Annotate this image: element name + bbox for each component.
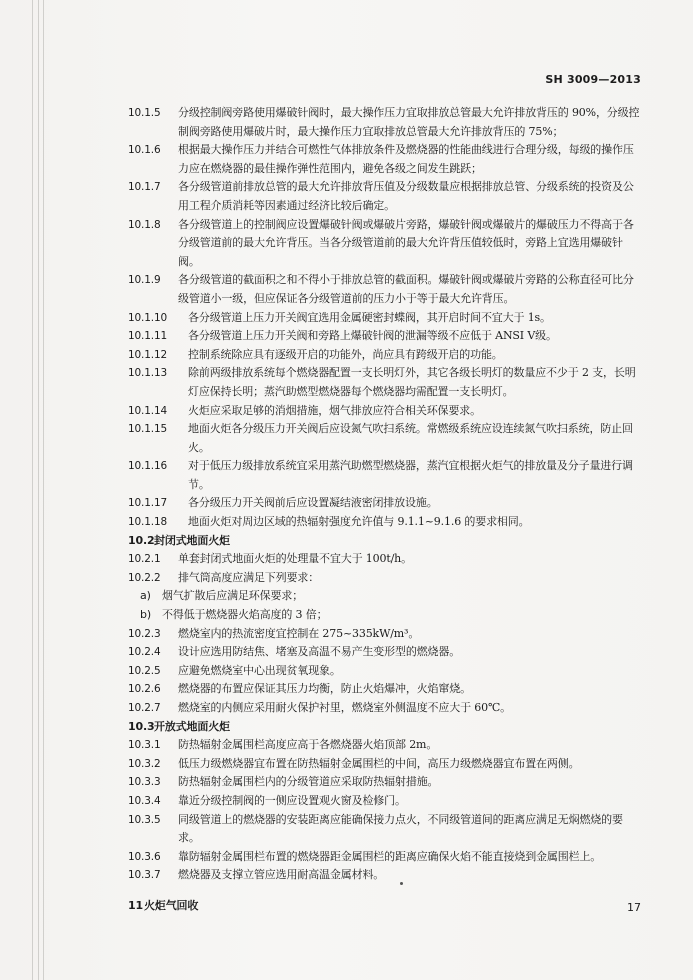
clause-text: 燃烧室内的热流密度宜控制在 275~335kW/m³。 bbox=[178, 626, 420, 640]
clause bbox=[128, 513, 644, 532]
section-heading-10-2 bbox=[128, 532, 644, 551]
section-heading-10-3 bbox=[128, 718, 644, 737]
clause-number: 10.2.2 bbox=[128, 571, 161, 584]
clause-text: 单套封闭式地面火炬的处理量不宜大于 100t/h。 bbox=[178, 552, 412, 566]
clause bbox=[128, 402, 644, 421]
clause bbox=[128, 773, 644, 792]
clause bbox=[128, 494, 644, 513]
clause-text: 各分级管道上压力开关阀和旁路上爆破针阀的泄漏等级不应低于 ANSI Ⅴ级。 bbox=[188, 329, 557, 343]
list-item-text: 烟气扩散后应满足环保要求； bbox=[162, 589, 304, 603]
list-item bbox=[128, 606, 644, 625]
clause-text: 控制系统除应具有逐级开启的功能外，尚应具有跨级开启的功能。 bbox=[188, 347, 503, 361]
clause-text: 地面火炬各分级压力开关阀后应设氮气吹扫系统。常燃级系统应设连续氮气吹扫系统，防止回火。 bbox=[188, 422, 633, 454]
clause bbox=[128, 643, 644, 662]
section-number: 10.2 bbox=[128, 533, 155, 547]
clause-text: 地面火炬对周边区域的热辐射强度允许值与 9.1.1~9.1.6 的要求相同。 bbox=[188, 515, 530, 529]
clause-number: 10.1.5 bbox=[128, 107, 161, 119]
clause-text: 对于低压力级排放系统宜采用蒸汽助燃型燃烧器，蒸汽宜根据火炬气的排放量及分子量进行调节。 bbox=[188, 459, 633, 491]
clause-text: 靠近分级控制阀的一侧应设置观火窗及检修门。 bbox=[178, 793, 406, 807]
clause-number: 10.2.4 bbox=[128, 646, 161, 659]
clause-text: 应避免燃烧室中心出现贫氧现象。 bbox=[178, 663, 341, 677]
clause-number: 10.2.6 bbox=[128, 683, 161, 696]
clause bbox=[128, 420, 644, 457]
clause bbox=[128, 550, 644, 569]
clause-text: 各分级管道前排放总管的最大允许排放背压值及分级数量应根据排放总管、分级系统的投资及公用工程介质消耗等因素通过经济比较后确定。 bbox=[178, 180, 634, 212]
clause-text: 燃烧室的内侧应采用耐火保护衬里，燃烧室外侧温度不应大于 60℃。 bbox=[178, 701, 511, 714]
section-number: 10.3 bbox=[128, 719, 155, 733]
clause bbox=[128, 216, 644, 272]
page-edge-line bbox=[43, 0, 44, 980]
clause-text: 设计应选用防结焦、堵塞及高温不易产生变形型的燃烧器。 bbox=[178, 645, 461, 659]
clause-number: 10.3.7 bbox=[128, 869, 161, 882]
clause-number: 10.2.5 bbox=[128, 664, 161, 677]
clause-text: 低压力级燃烧器宜布置在防热辐射金属围栏的中间，高压力级燃烧器宜布置在两侧。 bbox=[178, 756, 580, 770]
clause-text: 分级控制阀旁路使用爆破针阀时，最大操作压力宜取排放总管最大允许排放背压的 90%，分级控制阀旁路使用爆破片时，最大操作压力宜取排放总管最大允许排放背压的 75%； bbox=[178, 106, 640, 138]
clause-number: 10.2.1 bbox=[128, 553, 161, 566]
clause bbox=[128, 327, 644, 346]
clause-number: 10.1.16 bbox=[128, 460, 168, 473]
clause-number: 10.1.13 bbox=[128, 367, 168, 380]
clause-number: 10.1.12 bbox=[128, 348, 168, 361]
clause-number: 10.1.10 bbox=[128, 311, 168, 324]
clause bbox=[128, 178, 644, 215]
clause-number: 10.1.9 bbox=[128, 274, 161, 287]
clause-number: 10.1.7 bbox=[128, 181, 161, 194]
clause bbox=[128, 569, 644, 588]
page-number: 17 bbox=[627, 901, 641, 914]
clause bbox=[128, 271, 644, 308]
list-item-text: 不得低于燃烧器火焰高度的 3 倍； bbox=[162, 608, 328, 622]
chapter-number: 11 bbox=[128, 898, 144, 912]
clause-number: 10.3.2 bbox=[128, 757, 161, 770]
clause-number: 10.3.4 bbox=[128, 794, 161, 807]
clause bbox=[128, 104, 644, 141]
scan-speck bbox=[400, 882, 403, 885]
clause-text: 各分级压力开关阀前后应设置凝结液密闭排放设施。 bbox=[188, 496, 438, 510]
clause-text: 各分级管道上压力开关阀宜选用金属硬密封蝶阀，其开启时间不宜大于 1s。 bbox=[188, 310, 551, 324]
clause-number: 10.2.3 bbox=[128, 627, 161, 640]
clause-text: 排气筒高度应满足下列要求： bbox=[178, 570, 320, 584]
list-item-label: a) bbox=[140, 589, 151, 603]
clause-number: 10.3.6 bbox=[128, 850, 161, 863]
clause bbox=[128, 699, 644, 718]
clause bbox=[128, 457, 644, 494]
clause-text: 防热辐射金属围栏内的分级管道应采取防热辐射措施。 bbox=[178, 775, 439, 789]
clause bbox=[128, 866, 644, 885]
clause-text: 燃烧器的布置应保证其压力均衡，防止火焰爆冲，火焰窜烧。 bbox=[178, 682, 471, 696]
chapter-heading-11 bbox=[128, 897, 644, 916]
clause-text: 火炬应采取足够的消烟措施，烟气排放应符合相关环保要求。 bbox=[188, 403, 481, 417]
clause-number: 10.1.18 bbox=[128, 516, 168, 529]
clause-text: 靠防辐射金属围栏布置的燃烧器距金属围栏的距离应确保火焰不能直接烧到金属围栏上。 bbox=[178, 849, 602, 863]
section-title: 封闭式地面火炬 bbox=[154, 533, 230, 547]
clause bbox=[128, 736, 644, 755]
clause bbox=[128, 364, 644, 401]
clause-number: 10.2.7 bbox=[128, 702, 161, 714]
clause bbox=[128, 346, 644, 365]
page-edge-line bbox=[38, 0, 39, 980]
clause bbox=[128, 792, 644, 811]
clause bbox=[128, 662, 644, 681]
section-title: 开放式地面火炬 bbox=[154, 719, 230, 733]
clause-number: 10.1.11 bbox=[128, 330, 168, 343]
clause bbox=[128, 848, 644, 867]
clause bbox=[128, 309, 644, 328]
clause-text: 燃烧器及支撑立管应选用耐高温金属材料。 bbox=[178, 868, 385, 882]
list-item bbox=[128, 587, 644, 606]
chapter-title: 火炬气回收 bbox=[144, 898, 199, 912]
clause-text: 防热辐射金属围栏高度应高于各燃烧器火焰顶部 2m。 bbox=[178, 738, 438, 752]
document-body bbox=[128, 104, 644, 927]
clause bbox=[128, 680, 644, 699]
clause-text: 除前两级排放系统每个燃烧器配置一支长明灯外，其它各级长明灯的数量应不少于 2 支，长明灯应保持长明；蒸汽助燃型燃烧器每个燃烧器均需配置一支长明灯。 bbox=[188, 366, 636, 398]
clause-text: 各分级管道上的控制阀应设置爆破针阀或爆破片旁路，爆破针阀或爆破片的爆破压力不得高于各分级管道前的最大允许背压。当各分级管道前的最大允许背压值较低时，旁路上宜选用爆破针阀。 bbox=[178, 217, 634, 268]
clause bbox=[128, 141, 644, 178]
clause-text: 各分级管道的截面积之和不得小于排放总管的截面积。爆破针阀或爆破片旁路的公称直径可比分级管道小一级，但应保证各分级管道前的压力小于等于最大允许背压。 bbox=[178, 273, 634, 305]
standard-code-header: SH 3009—2013 bbox=[545, 73, 641, 86]
clause-number: 10.3.1 bbox=[128, 739, 161, 752]
list-item-label: b) bbox=[140, 608, 151, 622]
clause-number: 10.1.15 bbox=[128, 423, 168, 436]
clause bbox=[128, 811, 644, 848]
page-edge-line bbox=[32, 0, 33, 980]
clause-text: 同级管道上的燃烧器的安装距离应能确保接力点火，不同级管道间的距离应满足无焖燃烧的要求。 bbox=[178, 812, 623, 845]
clause-number: 10.3.3 bbox=[128, 776, 161, 789]
clause bbox=[128, 625, 644, 644]
clause bbox=[128, 755, 644, 774]
clause-number: 10.1.14 bbox=[128, 404, 168, 417]
clause-number: 10.1.17 bbox=[128, 497, 168, 510]
clause-number: 10.1.6 bbox=[128, 144, 161, 157]
clause-text: 根据最大操作压力并结合可燃性气体排放条件及燃烧器的性能曲线进行合理分级，每级的操作压力应在燃烧器的最佳操作弹性范围内，避免各级之间发生跳跃； bbox=[178, 143, 634, 175]
clause-number: 10.1.8 bbox=[128, 218, 161, 231]
clause-number: 10.3.5 bbox=[128, 813, 161, 826]
